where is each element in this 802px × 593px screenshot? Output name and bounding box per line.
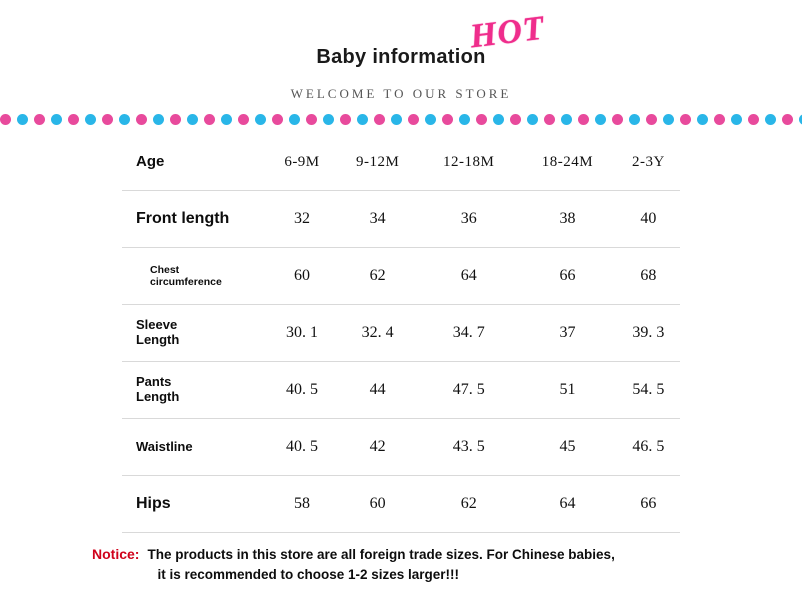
cell-sleeve-3: 37 [518,305,617,362]
row-label-sleeve-length [122,305,268,362]
table-row [122,362,680,419]
row-label-waistline [122,419,268,476]
divider-dot [374,114,385,125]
cell-hips-3: 64 [518,476,617,533]
divider-dot [289,114,300,125]
divider-dot [34,114,45,125]
divider-dot [561,114,572,125]
divider-dot [119,114,130,125]
row-label-line1: Sleeve [136,317,178,333]
cell-chest-3: 66 [518,248,617,305]
divider-dot [68,114,79,125]
table-column-header-2: 12-18M [419,134,518,191]
divider-dot [697,114,708,125]
divider-dot [493,114,504,125]
cell-front-length-1: 34 [336,191,419,248]
size-table [122,134,680,533]
dot-divider [0,112,802,126]
row-label-pants-length [122,362,268,419]
divider-dot [714,114,725,125]
cell-hips-2: 62 [419,476,518,533]
divider-dot [680,114,691,125]
divider-dot [442,114,453,125]
table-column-header-3: 18-24M [518,134,617,191]
cell-hips-1: 60 [336,476,419,533]
table-header-row [122,134,680,191]
divider-dot [51,114,62,125]
row-label-hips [122,476,268,533]
row-label-line1: Front length [136,209,230,227]
divider-dot [629,114,640,125]
cell-pants-4: 54. 5 [617,362,680,419]
notice-label: Notice: [92,546,140,562]
divider-dot [476,114,487,125]
row-label-line1: Hips [136,494,171,512]
divider-dot [221,114,232,125]
table-row [122,305,680,362]
table-row [122,476,680,533]
table-column-header-4: 2-3Y [617,134,680,191]
cell-waistline-3: 45 [518,419,617,476]
table-row [122,191,680,248]
cell-front-length-3: 38 [518,191,617,248]
notice-text [147,545,614,584]
cell-sleeve-4: 39. 3 [617,305,680,362]
table-row [122,419,680,476]
row-label-line1: Pants [136,374,172,390]
cell-sleeve-0: 30. 1 [268,305,336,362]
divider-dot [357,114,368,125]
cell-waistline-0: 40. 5 [268,419,336,476]
divider-dot [646,114,657,125]
divider-dot [527,114,538,125]
cell-pants-3: 51 [518,362,617,419]
divider-dot [612,114,623,125]
cell-chest-2: 64 [419,248,518,305]
divider-dot [17,114,28,125]
divider-dot [85,114,96,125]
divider-dot [782,114,793,125]
cell-hips-0: 58 [268,476,336,533]
cell-hips-4: 66 [617,476,680,533]
row-label-line1: Waistline [136,438,193,454]
divider-dot [748,114,759,125]
divider-dot [595,114,606,125]
row-label-line2: Length [136,389,180,404]
cell-sleeve-1: 32. 4 [336,305,419,362]
divider-dot [272,114,283,125]
notice [92,545,792,584]
divider-dot [765,114,776,125]
divider-dot [408,114,419,125]
cell-chest-0: 60 [268,248,336,305]
cell-front-length-4: 40 [617,191,680,248]
table-row-header-age: Age [122,134,268,191]
cell-front-length-0: 32 [268,191,336,248]
divider-dot [0,114,11,125]
divider-dot [170,114,181,125]
page-title: Baby information [316,46,486,68]
divider-dot [306,114,317,125]
divider-dot [255,114,266,125]
row-label-chest-circumference [122,248,268,305]
table-column-header-0: 6-9M [268,134,336,191]
divider-dot [731,114,742,125]
cell-waistline-4: 46. 5 [617,419,680,476]
cell-waistline-2: 43. 5 [419,419,518,476]
divider-dot [510,114,521,125]
divider-dot [391,114,402,125]
cell-pants-0: 40. 5 [268,362,336,419]
divider-dot [578,114,589,125]
divider-dot [238,114,249,125]
divider-dot [153,114,164,125]
cell-pants-1: 44 [336,362,419,419]
cell-pants-2: 47. 5 [419,362,518,419]
page-subtitle: WELCOME TO OUR STORE [290,86,512,101]
hot-badge: HOT [467,9,547,56]
notice-line-2: it is recommended to choose 1-2 sizes larger!!! [157,566,460,582]
divider-dot [340,114,351,125]
divider-dot [663,114,674,125]
divider-dot [102,114,113,125]
cell-chest-4: 68 [617,248,680,305]
divider-dot [323,114,334,125]
cell-front-length-2: 36 [419,191,518,248]
divider-dot [544,114,555,125]
row-label-line2: Length [136,332,180,347]
cell-chest-1: 62 [336,248,419,305]
cell-sleeve-2: 34. 7 [419,305,518,362]
row-label-line1: Chest [150,263,180,276]
row-label-line2: circumference [150,276,222,288]
table-row [122,248,680,305]
divider-dot [204,114,215,125]
divider-dot [459,114,470,125]
divider-dot [136,114,147,125]
cell-waistline-1: 42 [336,419,419,476]
notice-line-1: The products in this store are all foreign trade sizes. For Chinese babies, [147,547,615,562]
table-column-header-1: 9-12M [336,134,419,191]
row-label-front-length [122,191,268,248]
divider-dot [187,114,198,125]
divider-dot [425,114,436,125]
